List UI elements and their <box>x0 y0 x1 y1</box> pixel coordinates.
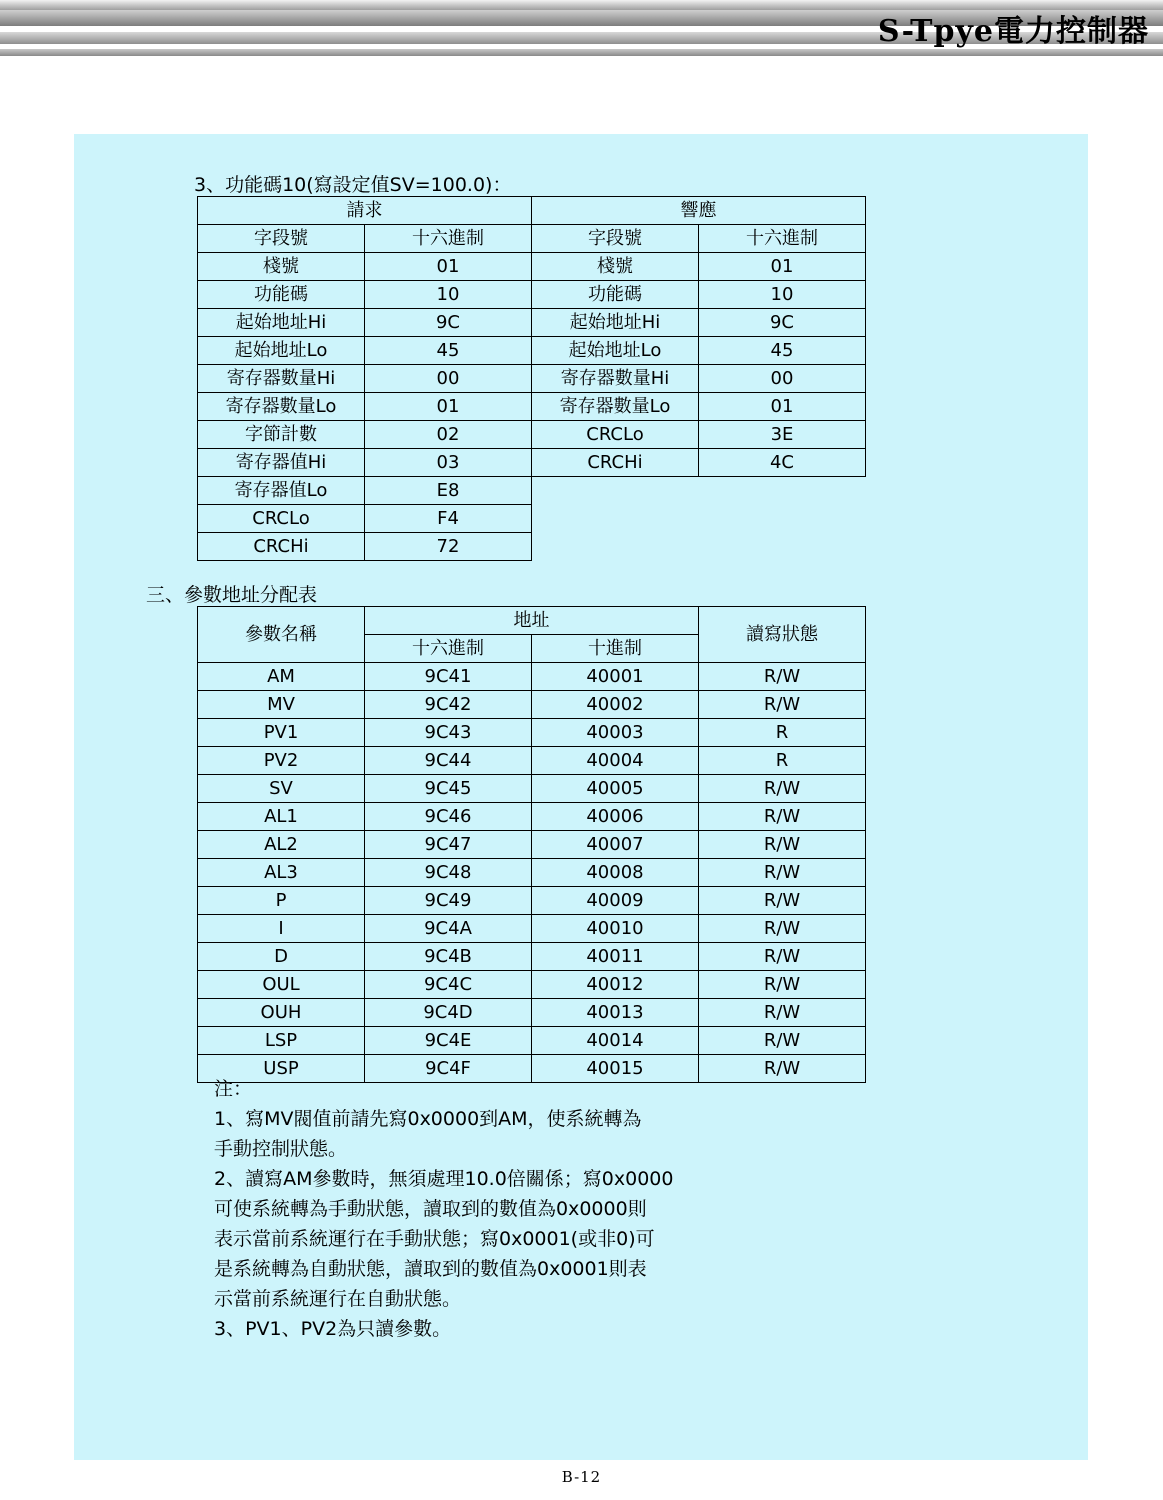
table-cell: CRCLo <box>532 421 699 449</box>
table-cell: R/W <box>699 859 866 887</box>
table-cell: 9C4A <box>365 915 532 943</box>
table-cell: 功能碼 <box>532 281 699 309</box>
table-cell: 00 <box>365 365 532 393</box>
table-cell: 45 <box>365 337 532 365</box>
table-column-header-parameter: 參數名稱 <box>198 607 365 663</box>
note-line: 1、寫MV閥值前請先寫0x0000到AM，使系統轉為 <box>214 1108 642 1130</box>
table-row <box>198 775 866 803</box>
table-cell: 40002 <box>532 691 699 719</box>
table-cell: 起始地址Hi <box>532 309 699 337</box>
table-cell: CRCHi <box>198 533 365 561</box>
table-cell: 01 <box>365 253 532 281</box>
table-row <box>198 719 866 747</box>
table-cell: SV <box>198 775 365 803</box>
page-sheet <box>74 134 1088 1460</box>
table-cell: 9C4D <box>365 999 532 1027</box>
note-line: 是系統轉為自動狀態，讀取到的數值為0x0001則表 <box>214 1258 647 1280</box>
table-cell: 01 <box>699 253 866 281</box>
table-cell: R/W <box>699 803 866 831</box>
table-cell: R/W <box>699 691 866 719</box>
table-column-header: 十六進制 <box>699 225 866 253</box>
table-row <box>198 421 866 449</box>
table-cell: 40012 <box>532 971 699 999</box>
table-row <box>198 663 866 691</box>
table-cell: R/W <box>699 663 866 691</box>
table-cell: 10 <box>365 281 532 309</box>
table-row <box>198 365 866 393</box>
note-line: 3、PV1、PV2為只讀參數。 <box>214 1318 452 1340</box>
table-cell: 40015 <box>532 1055 699 1083</box>
table-cell: 9C47 <box>365 831 532 859</box>
table-cell: 40004 <box>532 747 699 775</box>
table-column-header: 字段號 <box>198 225 365 253</box>
table-cell: F4 <box>365 505 532 533</box>
table-cell <box>699 533 866 561</box>
table-cell: 9C49 <box>365 887 532 915</box>
table-cell: 9C41 <box>365 663 532 691</box>
table-row <box>198 533 866 561</box>
table-column-header: 十進制 <box>532 635 699 663</box>
table-column-header: 十六進制 <box>365 635 532 663</box>
table-row <box>198 477 866 505</box>
note-line: 示當前系統運行在自動狀態。 <box>214 1288 462 1310</box>
table-cell: 3E <box>699 421 866 449</box>
table-cell <box>699 505 866 533</box>
table-cell: OUH <box>198 999 365 1027</box>
table-row <box>198 281 866 309</box>
table-cell: 9C46 <box>365 803 532 831</box>
function-code-10-table <box>197 196 866 561</box>
table-cell: PV1 <box>198 719 365 747</box>
table-cell: AL2 <box>198 831 365 859</box>
table-cell: 40014 <box>532 1027 699 1055</box>
table-cell: 40001 <box>532 663 699 691</box>
table-cell: 棧號 <box>198 253 365 281</box>
table-cell: R/W <box>699 943 866 971</box>
table-cell: 9C <box>365 309 532 337</box>
table-cell <box>699 477 866 505</box>
table-group-header: 響應 <box>532 197 866 225</box>
table-row <box>198 747 866 775</box>
table-cell: USP <box>198 1055 365 1083</box>
table-cell: D <box>198 943 365 971</box>
section-heading-function-code-10: 3、功能碼10(寫設定值SV=100.0)： <box>194 174 512 196</box>
product-title: S-Tpye電力控制器 <box>877 14 1149 49</box>
table-cell: 40008 <box>532 859 699 887</box>
table-row <box>198 197 866 225</box>
table-cell: 寄存器數量Hi <box>532 365 699 393</box>
table-cell: 9C44 <box>365 747 532 775</box>
note-line: 表示當前系統運行在手動狀態；寫0x0001(或非0)可 <box>214 1228 655 1250</box>
table-cell: 40009 <box>532 887 699 915</box>
table-cell: CRCLo <box>198 505 365 533</box>
table-cell: 40006 <box>532 803 699 831</box>
table-row <box>198 449 866 477</box>
table-cell: 10 <box>699 281 866 309</box>
table-row <box>198 309 866 337</box>
table-cell: LSP <box>198 1027 365 1055</box>
table-cell: 棧號 <box>532 253 699 281</box>
table-row <box>198 999 866 1027</box>
table-cell: 01 <box>365 393 532 421</box>
note-line: 手動控制狀態。 <box>214 1138 348 1160</box>
section-heading-parameter-address: 三、參數地址分配表 <box>146 584 318 606</box>
table-row <box>198 607 866 635</box>
table-cell: 寄存器數量Lo <box>532 393 699 421</box>
table-cell: AL1 <box>198 803 365 831</box>
table-cell: E8 <box>365 477 532 505</box>
table-cell: 40010 <box>532 915 699 943</box>
table-cell <box>532 533 699 561</box>
table-cell <box>532 477 699 505</box>
page-header <box>0 0 1163 62</box>
table-cell: 9C4F <box>365 1055 532 1083</box>
table-cell: 寄存器數量Lo <box>198 393 365 421</box>
table-cell: 起始地址Lo <box>532 337 699 365</box>
table-row <box>198 1027 866 1055</box>
table-cell: 9C43 <box>365 719 532 747</box>
table-row <box>198 887 866 915</box>
parameter-address-table <box>197 606 866 1083</box>
table-cell: 40007 <box>532 831 699 859</box>
table-row <box>198 225 866 253</box>
table-row <box>198 505 866 533</box>
table-row <box>198 915 866 943</box>
table-group-header: 請求 <box>198 197 532 225</box>
table-cell: R/W <box>699 915 866 943</box>
table-cell: R/W <box>699 1027 866 1055</box>
table-cell <box>532 505 699 533</box>
note-line: 可使系統轉為手動狀態，讀取到的數值為0x0000則 <box>214 1198 647 1220</box>
table-row <box>198 971 866 999</box>
table-cell: R/W <box>699 971 866 999</box>
table-column-header-rw: 讀寫狀態 <box>699 607 866 663</box>
table-cell: R/W <box>699 1055 866 1083</box>
table-cell: 寄存器值Hi <box>198 449 365 477</box>
table-cell: R/W <box>699 999 866 1027</box>
table-cell: 起始地址Lo <box>198 337 365 365</box>
table-cell: 00 <box>699 365 866 393</box>
table-row <box>198 803 866 831</box>
table-row <box>198 253 866 281</box>
table-cell: 9C4E <box>365 1027 532 1055</box>
table-cell: 01 <box>699 393 866 421</box>
table-cell: AL3 <box>198 859 365 887</box>
notes-title: 注： <box>214 1078 253 1100</box>
table-row <box>198 337 866 365</box>
notes-block <box>214 1074 974 1344</box>
header-stripe-6 <box>0 49 1163 56</box>
table-cell: 40013 <box>532 999 699 1027</box>
table-cell: 寄存器值Lo <box>198 477 365 505</box>
table-cell: 4C <box>699 449 866 477</box>
table-column-header: 字段號 <box>532 225 699 253</box>
table-cell: OUL <box>198 971 365 999</box>
table-cell: R/W <box>699 775 866 803</box>
table-cell: 寄存器數量Hi <box>198 365 365 393</box>
table-cell: R <box>699 719 866 747</box>
table-cell: 9C4C <box>365 971 532 999</box>
table-cell: 40005 <box>532 775 699 803</box>
table-column-header: 十六進制 <box>365 225 532 253</box>
table-cell: I <box>198 915 365 943</box>
table-row <box>198 859 866 887</box>
table-row <box>198 943 866 971</box>
table-row <box>198 393 866 421</box>
table-cell: 字節計數 <box>198 421 365 449</box>
table-cell: 02 <box>365 421 532 449</box>
table-cell: R/W <box>699 887 866 915</box>
table-column-header-address: 地址 <box>365 607 699 635</box>
table-cell: 40003 <box>532 719 699 747</box>
table-cell: 45 <box>699 337 866 365</box>
table-cell: 72 <box>365 533 532 561</box>
table-cell: 9C42 <box>365 691 532 719</box>
table-cell: CRCHi <box>532 449 699 477</box>
table-cell: 40011 <box>532 943 699 971</box>
table-cell: PV2 <box>198 747 365 775</box>
table-cell: MV <box>198 691 365 719</box>
table-cell: 功能碼 <box>198 281 365 309</box>
page-content <box>74 134 1088 1460</box>
note-line: 2、讀寫AM參數時，無須處理10.0倍關係；寫0x0000 <box>214 1168 674 1190</box>
table-cell: 9C4B <box>365 943 532 971</box>
table-cell: 9C48 <box>365 859 532 887</box>
table-cell: AM <box>198 663 365 691</box>
table-cell: 03 <box>365 449 532 477</box>
table-cell: R/W <box>699 831 866 859</box>
page-footer: B-12 <box>561 1468 602 1486</box>
table-cell: 9C <box>699 309 866 337</box>
table-row <box>198 831 866 859</box>
table-cell: 9C45 <box>365 775 532 803</box>
table-cell: P <box>198 887 365 915</box>
table-cell: R <box>699 747 866 775</box>
table-row <box>198 691 866 719</box>
table-cell: 起始地址Hi <box>198 309 365 337</box>
